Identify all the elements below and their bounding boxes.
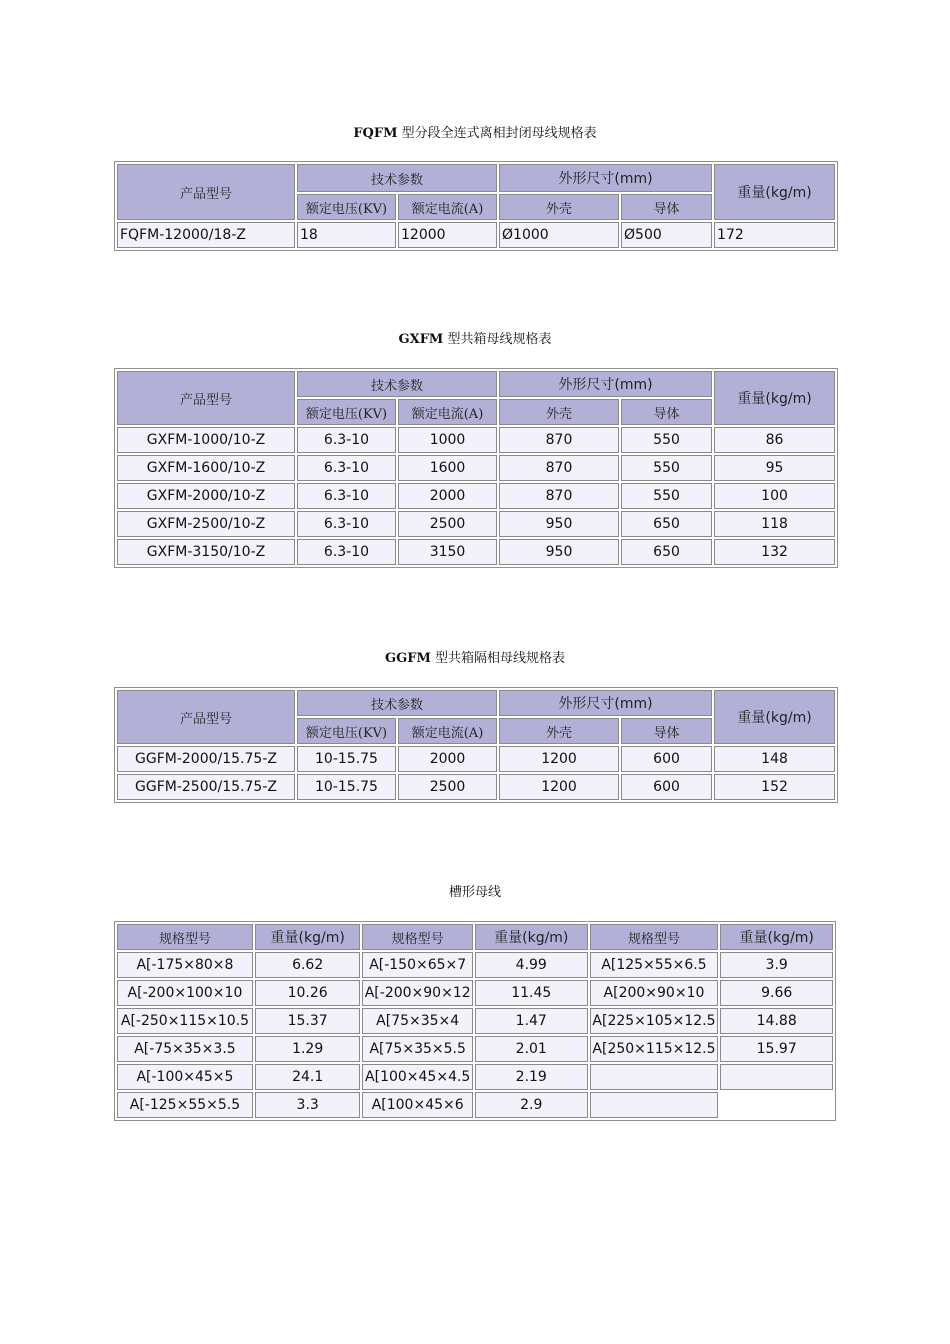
cell-weight: 15.37	[255, 1008, 360, 1034]
title-text: 型分段全连式离相封闭母线规格表	[397, 126, 597, 141]
table-row	[117, 746, 835, 772]
cell-weight: 86	[714, 427, 835, 453]
cell-spec: A[-125×55×5.5	[117, 1092, 253, 1118]
cell-spec: A[100×45×4.5	[362, 1064, 473, 1090]
cell-spec: A[-200×100×10	[117, 980, 253, 1006]
cell-voltage: 10-15.75	[297, 774, 396, 800]
cell-spec: A[75×35×4	[362, 1008, 473, 1034]
header-voltage: 额定电压(KV)	[297, 718, 396, 744]
cell-current: 1000	[398, 427, 497, 453]
cell-voltage: 6.3-10	[297, 427, 396, 453]
cell-current: 1600	[398, 455, 497, 481]
cell-empty	[720, 1064, 833, 1090]
cell-shell: 950	[499, 539, 619, 565]
table-row	[117, 774, 835, 800]
title-code: GXFM	[398, 332, 444, 347]
cell-voltage: 6.3-10	[297, 455, 396, 481]
ggfm-spec-table	[114, 687, 838, 803]
cell-spec: A[-175×80×8	[117, 952, 253, 978]
cell-model: GGFM-2000/15.75-Z	[117, 746, 295, 772]
header-weight: 重量(kg/m)	[720, 924, 833, 950]
table-row	[117, 1092, 833, 1118]
header-conductor: 导体	[621, 194, 712, 220]
cell-spec: A[75×35×5.5	[362, 1036, 473, 1062]
cell-conductor: 600	[621, 774, 712, 800]
table-row	[117, 222, 835, 248]
cell-weight: 2.9	[475, 1092, 588, 1118]
cell-blank	[720, 1092, 833, 1118]
header-current: 额定电流(A)	[398, 399, 497, 425]
cell-spec: A[250×115×12.5	[590, 1036, 719, 1062]
cell-conductor: 650	[621, 539, 712, 565]
cell-weight: 95	[714, 455, 835, 481]
cell-model: GXFM-3150/10-Z	[117, 539, 295, 565]
title-code: FQFM	[353, 126, 398, 141]
table-row	[117, 539, 835, 565]
table-row	[117, 980, 833, 1006]
table-title-channel	[0, 881, 950, 900]
header-tech: 技术参数	[297, 164, 497, 192]
cell-voltage: 6.3-10	[297, 483, 396, 509]
cell-current: 2500	[398, 774, 497, 800]
cell-weight: 11.45	[475, 980, 588, 1006]
cell-weight: 15.97	[720, 1036, 833, 1062]
cell-weight: 100	[714, 483, 835, 509]
gxfm-spec-table	[114, 368, 838, 568]
cell-spec: A[-75×35×3.5	[117, 1036, 253, 1062]
title-text: 槽形母线	[448, 885, 501, 900]
cell-voltage: 6.3-10	[297, 511, 396, 537]
header-tech: 技术参数	[297, 371, 497, 397]
cell-spec: A[-250×115×10.5	[117, 1008, 253, 1034]
cell-voltage: 10-15.75	[297, 746, 396, 772]
header-voltage: 额定电压(KV)	[297, 399, 396, 425]
cell-weight: 172	[714, 222, 835, 248]
header-conductor: 导体	[621, 718, 712, 744]
header-weight: 重量(kg/m)	[714, 164, 835, 220]
cell-spec: A[200×90×10	[590, 980, 719, 1006]
fqfm-spec-table	[114, 161, 838, 251]
cell-model: GGFM-2500/15.75-Z	[117, 774, 295, 800]
table-row	[117, 952, 833, 978]
header-spec: 规格型号	[590, 924, 719, 950]
cell-model: GXFM-2000/10-Z	[117, 483, 295, 509]
title-text: 型共箱母线规格表	[443, 332, 552, 347]
table-row	[117, 511, 835, 537]
cell-conductor: 550	[621, 483, 712, 509]
header-current: 额定电流(A)	[398, 718, 497, 744]
header-voltage: 额定电压(KV)	[297, 194, 396, 220]
header-spec: 规格型号	[362, 924, 473, 950]
cell-model: FQFM-12000/18-Z	[117, 222, 295, 248]
table-row	[117, 1036, 833, 1062]
cell-current: 12000	[398, 222, 497, 248]
header-shell: 外壳	[499, 399, 619, 425]
cell-conductor: 550	[621, 455, 712, 481]
header-weight: 重量(kg/m)	[714, 371, 835, 425]
cell-spec: A[-100×45×5	[117, 1064, 253, 1090]
cell-shell: 1200	[499, 774, 619, 800]
table-row	[117, 483, 835, 509]
header-model: 产品型号	[117, 371, 295, 425]
header-model: 产品型号	[117, 690, 295, 744]
cell-weight: 9.66	[720, 980, 833, 1006]
cell-weight: 152	[714, 774, 835, 800]
cell-weight: 1.29	[255, 1036, 360, 1062]
header-shell: 外壳	[499, 194, 619, 220]
cell-weight: 1.47	[475, 1008, 588, 1034]
cell-conductor: 600	[621, 746, 712, 772]
header-shell: 外壳	[499, 718, 619, 744]
header-conductor: 导体	[621, 399, 712, 425]
header-spec: 规格型号	[117, 924, 253, 950]
header-weight: 重量(kg/m)	[714, 690, 835, 744]
table-title-ggfm	[0, 647, 950, 666]
header-current: 额定电流(A)	[398, 194, 497, 220]
cell-weight: 14.88	[720, 1008, 833, 1034]
cell-weight: 24.1	[255, 1064, 360, 1090]
cell-model: GXFM-2500/10-Z	[117, 511, 295, 537]
cell-shell: 870	[499, 427, 619, 453]
cell-current: 2000	[398, 746, 497, 772]
cell-weight: 2.01	[475, 1036, 588, 1062]
cell-weight: 148	[714, 746, 835, 772]
table-row	[117, 1064, 833, 1090]
header-dims: 外形尺寸(mm)	[499, 371, 712, 397]
cell-shell: 870	[499, 483, 619, 509]
table-row	[117, 1008, 833, 1034]
header-dims: 外形尺寸(mm)	[499, 690, 712, 716]
cell-weight: 2.19	[475, 1064, 588, 1090]
cell-weight: 3.9	[720, 952, 833, 978]
cell-conductor: 650	[621, 511, 712, 537]
cell-shell: 870	[499, 455, 619, 481]
header-tech: 技术参数	[297, 690, 497, 716]
cell-weight: 10.26	[255, 980, 360, 1006]
table-title-gxfm	[0, 328, 950, 347]
cell-spec: A[225×105×12.5	[590, 1008, 719, 1034]
cell-conductor: 550	[621, 427, 712, 453]
cell-spec: A[-150×65×7	[362, 952, 473, 978]
table-row	[117, 427, 835, 453]
cell-spec: A[100×45×6	[362, 1092, 473, 1118]
cell-weight: 132	[714, 539, 835, 565]
cell-empty	[590, 1064, 719, 1090]
channel-busbar-table	[114, 921, 836, 1121]
cell-current: 2500	[398, 511, 497, 537]
cell-weight: 3.3	[255, 1092, 360, 1118]
header-weight: 重量(kg/m)	[475, 924, 588, 950]
cell-shell: Ø1000	[499, 222, 619, 248]
cell-weight: 4.99	[475, 952, 588, 978]
cell-conductor: Ø500	[621, 222, 712, 248]
cell-shell: 950	[499, 511, 619, 537]
title-code: GGFM	[385, 651, 431, 666]
cell-weight: 118	[714, 511, 835, 537]
cell-weight: 6.62	[255, 952, 360, 978]
header-model: 产品型号	[117, 164, 295, 220]
cell-empty	[590, 1092, 719, 1118]
cell-model: GXFM-1600/10-Z	[117, 455, 295, 481]
cell-spec: A[125×55×6.5	[590, 952, 719, 978]
cell-model: GXFM-1000/10-Z	[117, 427, 295, 453]
cell-shell: 1200	[499, 746, 619, 772]
cell-current: 2000	[398, 483, 497, 509]
title-text: 型共箱隔相母线规格表	[430, 651, 565, 666]
header-dims: 外形尺寸(mm)	[499, 164, 712, 192]
cell-voltage: 6.3-10	[297, 539, 396, 565]
table-title-fqfm	[0, 122, 950, 141]
cell-spec: A[-200×90×12	[362, 980, 473, 1006]
cell-voltage: 18	[297, 222, 396, 248]
table-row	[117, 455, 835, 481]
header-weight: 重量(kg/m)	[255, 924, 360, 950]
cell-current: 3150	[398, 539, 497, 565]
